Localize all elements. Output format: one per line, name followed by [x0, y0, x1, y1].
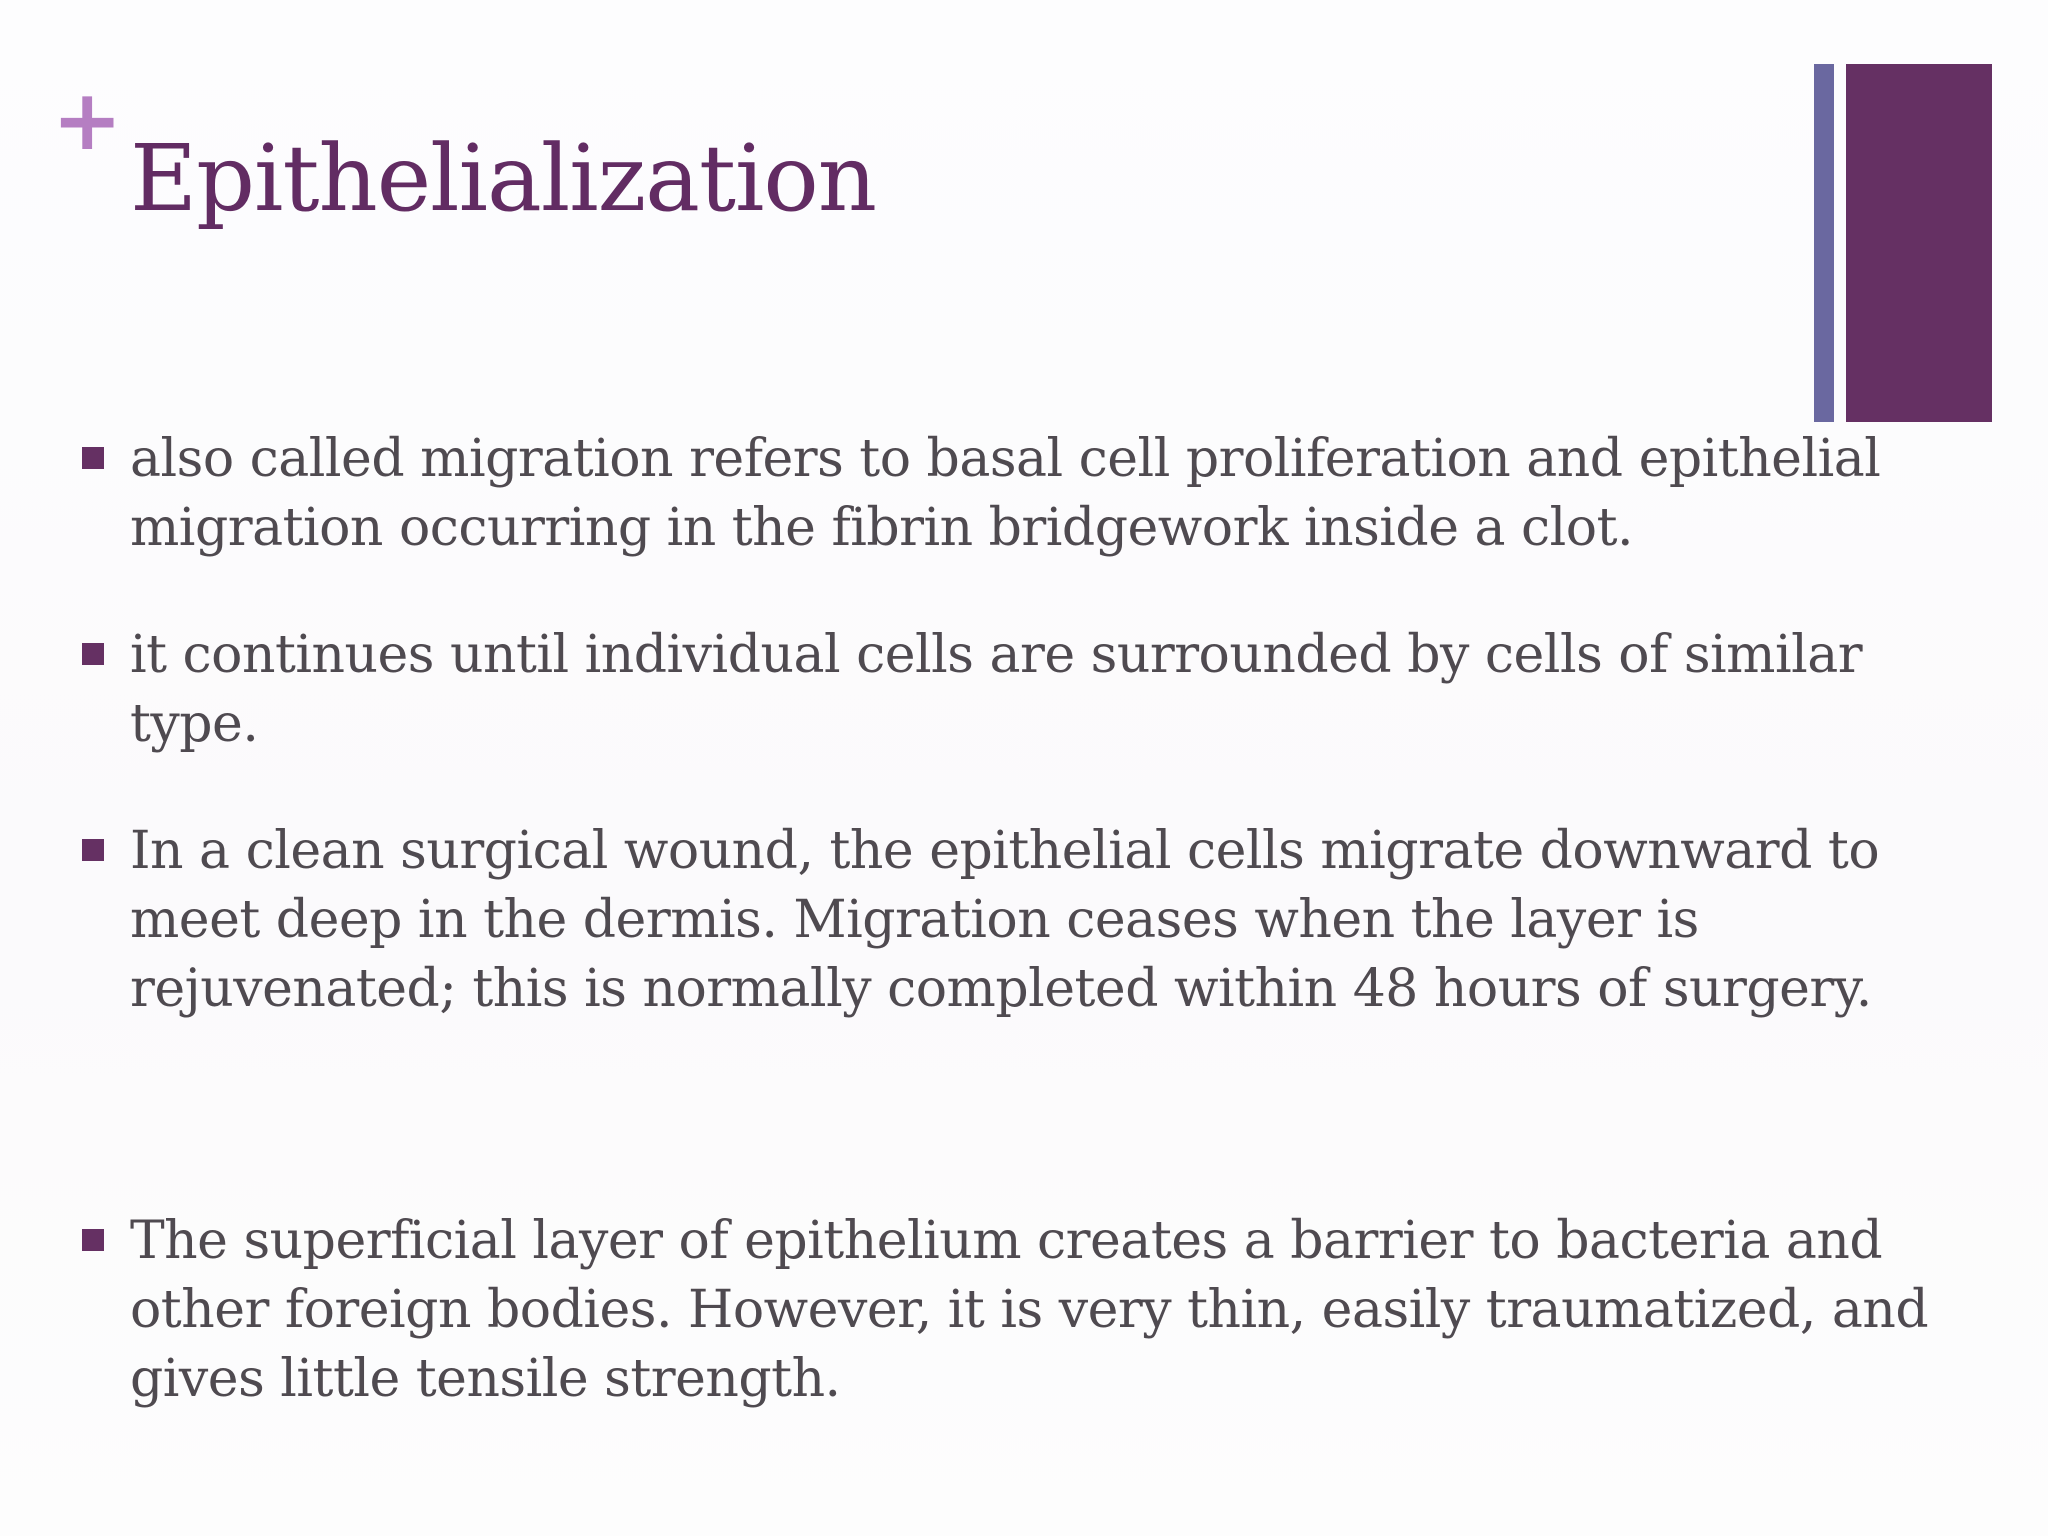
square-bullet-icon [82, 839, 104, 861]
bullet-item [82, 425, 1962, 563]
square-bullet-icon [82, 643, 104, 665]
bullet-item [82, 817, 1962, 1024]
bullet-text: In a clean surgical wound, the epithelial cells migrate downward to meet deep in the dermis. Migration ceases when the layer is rejuvenated; this is normally completed within 48 hours of surgery. [130, 821, 1880, 1019]
square-bullet-icon [82, 447, 104, 469]
accent-bar-thin [1814, 64, 1834, 422]
square-bullet-icon [82, 1229, 104, 1251]
plus-icon: + [52, 71, 123, 169]
bullet-text: also called migration refers to basal cell proliferation and epithelial migration occurring in the fibrin bridgework inside a clot. [130, 429, 1881, 558]
bullet-item [82, 1207, 1962, 1414]
accent-bar-wide [1846, 64, 1992, 422]
slide-title: Epithelialization [130, 125, 877, 232]
bullet-text: it continues until individual cells are surrounded by cells of similar type. [130, 625, 1863, 754]
bullet-text: The superficial layer of epithelium creates a barrier to bacteria and other foreign bodies. However, it is very thin, easily traumatized, and gives little tensile strength. [130, 1211, 1929, 1409]
bullet-item [82, 621, 1962, 759]
